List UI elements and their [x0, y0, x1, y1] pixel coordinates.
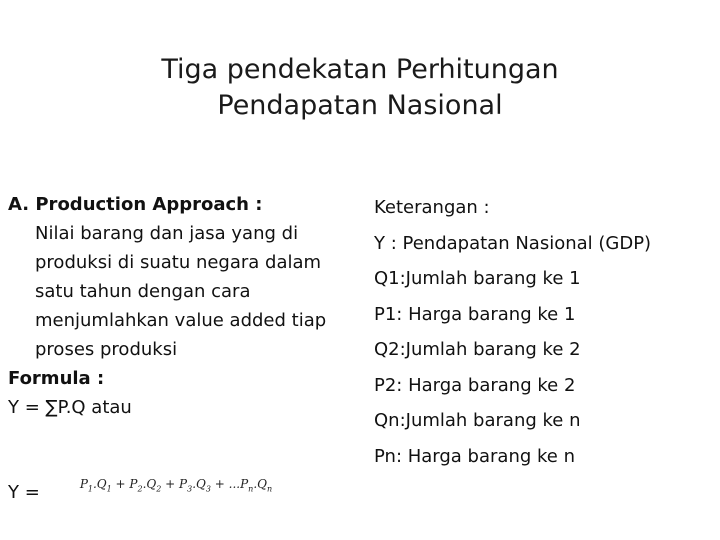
- keterangan-item: Q1:Jumlah barang ke 1: [374, 268, 581, 289]
- keterangan-item: P1: Harga barang ke 1: [374, 303, 576, 325]
- slide-title: [0, 52, 720, 124]
- slide-title-line-1: Tiga pendekatan Perhitungan: [161, 54, 559, 85]
- description-line: Nilai barang dan jasa yang di: [35, 223, 299, 244]
- keterangan-item: Pn: Harga barang ke n: [374, 445, 575, 467]
- keterangan-section: [374, 190, 714, 474]
- production-approach-description: [8, 219, 358, 364]
- keterangan-item: Qn:Jumlah barang ke n: [374, 410, 581, 431]
- description-line: proses produksi: [35, 339, 178, 360]
- production-approach-section: [8, 190, 358, 422]
- formula-lhs: Y =: [8, 482, 40, 504]
- formula-heading: Formula :: [8, 368, 105, 389]
- keterangan-item: Q2:Jumlah barang ke 2: [374, 339, 581, 360]
- keterangan-item: Y : Pendapatan Nasional (GDP): [374, 232, 652, 254]
- keterangan-heading: Keterangan :: [374, 197, 490, 218]
- description-line: menjumlahkan value added tiap: [35, 310, 327, 331]
- bottom-formula: [8, 476, 272, 509]
- description-line: produksi di suatu negara dalam: [35, 252, 322, 273]
- keterangan-item: P2: Harga barang ke 2: [374, 374, 576, 396]
- slide-title-line-2: Pendapatan Nasional: [217, 90, 503, 121]
- description-line: satu tahun dengan cara: [35, 281, 251, 302]
- formula-equation-image: $P_1.Q_1 + P_2.Q_2 + P_3.Q_3 + ...P_n.Q_n$: [79, 477, 273, 494]
- formula-text: Y = ∑P.Q atau: [8, 397, 132, 418]
- production-approach-heading: A. Production Approach :: [8, 194, 263, 215]
